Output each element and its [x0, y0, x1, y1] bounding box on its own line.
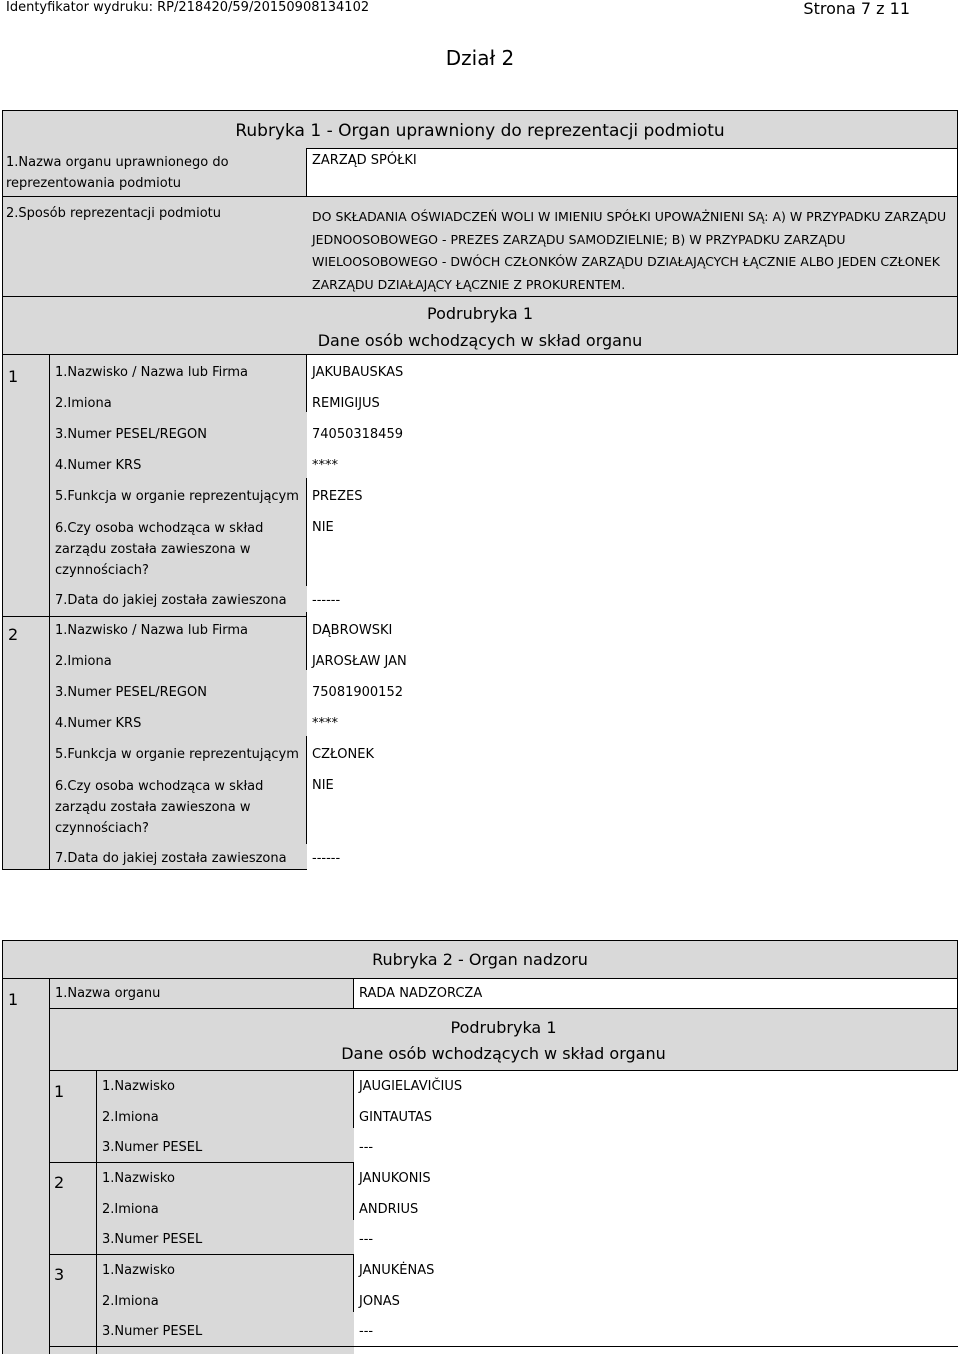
function-label: 5.Funkcja w organie reprezentującym [55, 489, 299, 504]
name-label: 1.Nazwisko / Nazwa lub Firma [55, 623, 248, 638]
surname-value: JAUGIELAVIČIUS [359, 1079, 463, 1094]
function-value: CZŁONEK [312, 747, 374, 762]
name-value: JAKUBAUSKAS [312, 365, 404, 380]
person-number: 1 [8, 367, 19, 386]
first-names-label: 2.Imiona [102, 1294, 159, 1309]
rubryka-2-title: Rubryka 2 - Organ nadzoru [372, 950, 588, 969]
organ-name-label: 1.Nazwa organu uprawnionego do reprezentowania podmiotu [6, 155, 229, 191]
pesel-value: --- [359, 1324, 374, 1339]
suspension-date-label: 7.Data do jakiej została zawieszona [55, 593, 287, 608]
krs-value: **** [312, 716, 338, 731]
podrubryka-subtitle: Dane osób wchodzących w skład organu [317, 331, 643, 350]
section-title: Dział 2 [445, 46, 515, 70]
pesel-label: 3.Numer PESEL/REGON [55, 685, 207, 700]
pesel-label: 3.Numer PESEL/REGON [55, 427, 207, 442]
suspended-value: NIE [312, 520, 334, 535]
podrubryka-subtitle: Dane osób wchodzących w skład organu [341, 1044, 666, 1063]
pesel-label: 3.Numer PESEL [102, 1232, 203, 1247]
krs-value: **** [312, 458, 338, 473]
first-names-label: 2.Imiona [55, 654, 112, 669]
organ-name-value: ZARZĄD SPÓŁKI [312, 153, 417, 168]
first-names-label: 2.Imiona [102, 1202, 159, 1217]
suspended-value: NIE [312, 778, 334, 793]
podrubryka-title: Podrubryka 1 [450, 1018, 557, 1037]
surname-label: 1.Nazwisko [102, 1171, 175, 1186]
pesel-value: --- [359, 1232, 374, 1247]
representation-value: DO SKŁADANIA OŚWIADCZEŃ WOLI W IMIENIU SPÓŁKI UPOWAŻNIENI SĄ: A) W PRZYPADKU ZARZĄDU JEDNOOSOBOWEGO - PREZES ZARZĄDU SAMODZIELNIE; B) W PRZYPADKU ZARZĄDU WIELOOSOBOWEGO - DWÓCH CZŁONKÓW ZARZĄDU DZIAŁAJĄCYCH ŁĄCZNIE ALBO JEDEN CZŁONEK ZARZĄDU DZIAŁAJĄCY ŁĄCZNIE Z PROKURENTEM. [312, 209, 947, 292]
first-names-value: JONAS [359, 1294, 400, 1309]
first-names-value: GINTAUTAS [359, 1110, 433, 1125]
organ-value: RADA NADZORCZA [359, 986, 483, 1001]
first-names-label: 2.Imiona [102, 1110, 159, 1125]
rubryka-1-title: Rubryka 1 - Organ uprawniony do reprezentacji podmiotu [235, 121, 725, 141]
surname-value: JANUKĖNAS [359, 1263, 435, 1278]
page-number: Strona 7 z 11 [803, 0, 910, 18]
first-names-value: ANDRIUS [359, 1202, 419, 1217]
name-label: 1.Nazwisko / Nazwa lub Firma [55, 365, 248, 380]
krs-label: 4.Numer KRS [55, 458, 142, 473]
function-label: 5.Funkcja w organie reprezentującym [55, 747, 299, 762]
suspended-label: 6.Czy osoba wchodząca w skład zarządu została zawieszona w czynnościach? [55, 521, 264, 578]
pesel-value: --- [359, 1140, 374, 1155]
pesel-label: 3.Numer PESEL [102, 1140, 203, 1155]
member-number: 3 [54, 1265, 65, 1284]
member-number: 2 [54, 1173, 65, 1192]
pesel-label: 3.Numer PESEL [102, 1324, 203, 1339]
surname-value: JANUKONIS [359, 1171, 431, 1186]
member-number: 1 [54, 1082, 65, 1101]
suspension-date-value: ------ [312, 851, 341, 866]
pesel-value: 75081900152 [312, 685, 403, 700]
name-value: DĄBROWSKI [312, 623, 393, 638]
person-number: 2 [8, 625, 19, 644]
first-names-value: JAROSŁAW JAN [312, 654, 407, 669]
organ-label: 1.Nazwa organu [55, 986, 161, 1001]
surname-label: 1.Nazwisko [102, 1263, 175, 1278]
pesel-value: 74050318459 [312, 427, 403, 442]
suspension-date-label: 7.Data do jakiej została zawieszona [55, 851, 287, 866]
function-value: PREZES [312, 489, 363, 504]
first-names-value: REMIGIJUS [312, 396, 380, 411]
krs-label: 4.Numer KRS [55, 716, 142, 731]
podrubryka-title: Podrubryka 1 [427, 304, 533, 323]
print-identifier: Identyfikator wydruku: RP/218420/59/20150908134102 [6, 0, 370, 15]
suspended-label: 6.Czy osoba wchodząca w skład zarządu została zawieszona w czynnościach? [55, 779, 264, 836]
surname-label: 1.Nazwisko [102, 1079, 175, 1094]
suspension-date-value: ------ [312, 593, 341, 608]
organ-number: 1 [8, 990, 19, 1009]
representation-label: 2.Sposób reprezentacji podmiotu [6, 206, 221, 221]
first-names-label: 2.Imiona [55, 396, 112, 411]
